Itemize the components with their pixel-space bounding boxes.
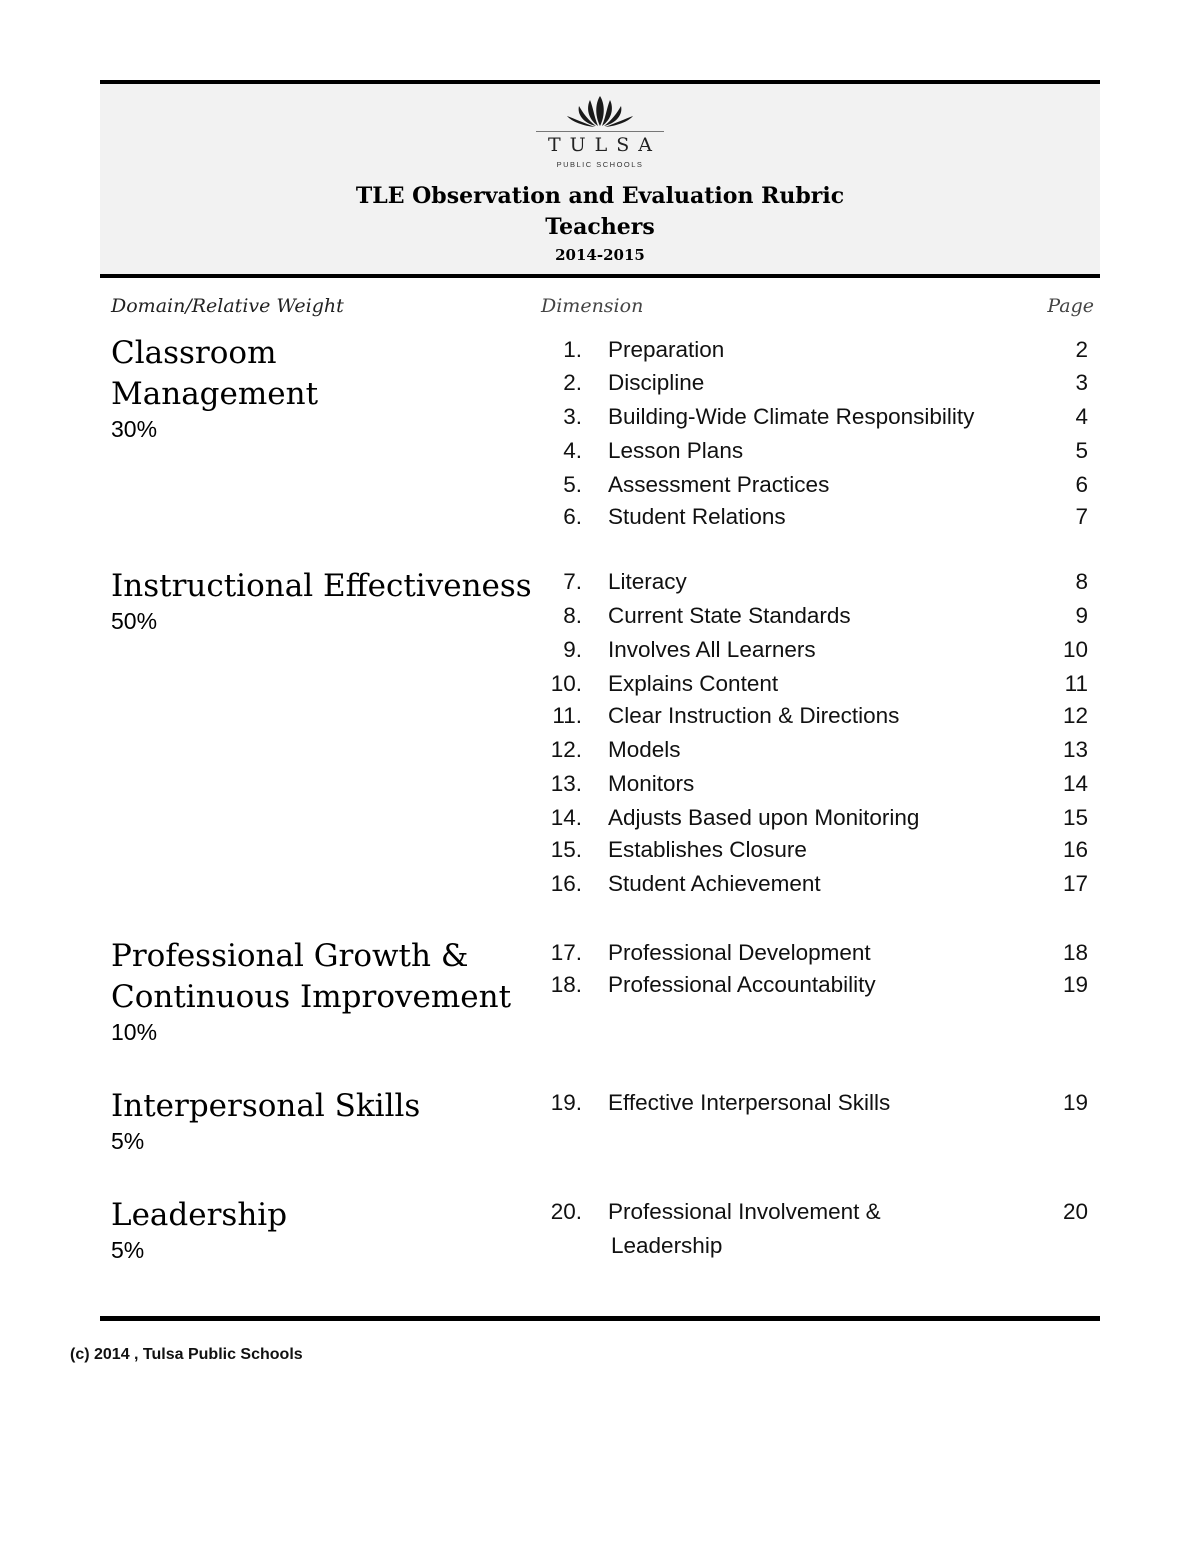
dimension-number: 15. (550, 837, 582, 862)
document-title: TLE Observation and Evaluation Rubric (355, 183, 845, 209)
domain-weight: 30% (111, 416, 158, 442)
copyright-footer: (c) 2014 , Tulsa Public Schools (70, 1346, 303, 1363)
column-header-domain: Domain/Relative Weight (111, 295, 344, 317)
domain-classroom-management (111, 333, 318, 443)
dimension-label: Explains Content (608, 671, 779, 696)
domain-weight: 5% (111, 1128, 145, 1154)
dimension-page: 3 (1075, 370, 1088, 395)
lotus-flower-icon (562, 94, 638, 128)
dimension-page: 4 (1075, 404, 1088, 429)
dimension-number: 10. (550, 671, 582, 696)
dimension-label: Student Relations (608, 504, 786, 529)
dimension-number: 9. (563, 637, 582, 662)
domain-interpersonal-skills (111, 1086, 420, 1155)
dimension-label: Clear Instruction & Directions (608, 703, 900, 728)
content-bottom-rule (100, 1316, 1100, 1321)
dimension-page: 11 (1064, 671, 1088, 696)
dimension-number: 16. (550, 871, 582, 896)
column-header-page: Page (1047, 295, 1094, 317)
dimension-label: Professional Involvement & (608, 1199, 881, 1224)
dimension-page: 9 (1075, 603, 1088, 628)
dimension-number: 6. (563, 504, 582, 529)
top-rule (100, 80, 1100, 84)
dimension-number: 17. (550, 940, 582, 965)
dimension-page: 2 (1075, 337, 1088, 362)
dimension-number: 14. (550, 805, 582, 830)
dimension-page: 8 (1075, 569, 1088, 594)
dimension-page: 10 (1062, 637, 1088, 662)
dimension-number: 1. (563, 337, 582, 362)
domain-name: Instructional Effectiveness (111, 568, 532, 604)
dimension-label: Adjusts Based upon Monitoring (608, 805, 920, 830)
column-header-dimension: Dimension (541, 295, 644, 317)
dimension-page: 19 (1062, 972, 1088, 997)
dimension-label-continued: Leadership (611, 1233, 723, 1258)
dimension-number: 8. (563, 603, 582, 628)
dimension-label: Preparation (608, 337, 725, 362)
logo-divider (536, 131, 664, 132)
dimension-label: Assessment Practices (608, 472, 830, 497)
dimension-number: 19. (550, 1090, 582, 1115)
dimension-page: 7 (1075, 504, 1088, 529)
dimension-label: Lesson Plans (608, 438, 744, 463)
dimension-number: 2. (563, 370, 582, 395)
dimension-label: Literacy (608, 569, 687, 594)
dimension-page: 19 (1062, 1090, 1088, 1115)
tulsa-public-schools-logo (0, 94, 1200, 169)
dimension-label: Current State Standards (608, 603, 851, 628)
dimension-label: Involves All Learners (608, 637, 816, 662)
domain-name: Classroom (111, 335, 277, 371)
dimension-page: 5 (1075, 438, 1088, 463)
domain-weight: 50% (111, 608, 158, 634)
domain-name: Management (111, 376, 319, 412)
dimension-number: 11. (552, 703, 582, 728)
domain-instructional-effectiveness (111, 566, 532, 635)
domain-weight: 5% (111, 1237, 145, 1263)
dimension-page: 17 (1062, 871, 1088, 896)
dimension-number: 7. (563, 569, 582, 594)
dimension-page: 12 (1062, 703, 1088, 728)
dimension-label: Monitors (608, 771, 695, 796)
dimension-number: 12. (550, 737, 582, 762)
domain-professional-growth (111, 936, 511, 1046)
dimension-label: Discipline (608, 370, 705, 395)
domain-name: Leadership (111, 1197, 288, 1233)
dimension-page: 6 (1075, 472, 1088, 497)
dimension-page: 13 (1062, 737, 1088, 762)
dimension-label: Establishes Closure (608, 837, 807, 862)
dimension-page: 16 (1062, 837, 1088, 862)
domain-leadership (111, 1195, 287, 1264)
dimension-label: Professional Development (608, 940, 871, 965)
domain-name: Professional Growth & (111, 938, 469, 974)
domain-name: Continuous Improvement (111, 979, 512, 1015)
document-year: 2014-2015 (555, 246, 645, 264)
domain-name: Interpersonal Skills (111, 1088, 421, 1124)
dimension-page: 14 (1062, 771, 1088, 796)
dimension-label: Student Achievement (608, 871, 821, 896)
logo-subtitle: PUBLIC SCHOOLS (556, 160, 644, 169)
dimension-number: 18. (550, 972, 582, 997)
dimension-page: 18 (1062, 940, 1088, 965)
dimension-number: 3. (563, 404, 582, 429)
logo-wordmark: TULSA (547, 134, 662, 156)
document-subtitle: Teachers (545, 214, 655, 240)
dimension-number: 5. (563, 472, 582, 497)
dimension-page: 20 (1062, 1199, 1088, 1224)
dimension-label: Effective Interpersonal Skills (608, 1090, 891, 1115)
dimension-number: 4. (563, 438, 582, 463)
dimension-number: 13. (550, 771, 582, 796)
dimension-label: Models (608, 737, 681, 762)
dimension-number: 20. (550, 1199, 582, 1224)
domain-weight: 10% (111, 1019, 158, 1045)
dimension-row (540, 1195, 1090, 1263)
dimension-label: Building-Wide Climate Responsibility (608, 404, 975, 429)
header-bottom-rule (100, 274, 1100, 278)
dimension-page: 15 (1062, 805, 1088, 830)
dimension-label: Professional Accountability (608, 972, 876, 997)
